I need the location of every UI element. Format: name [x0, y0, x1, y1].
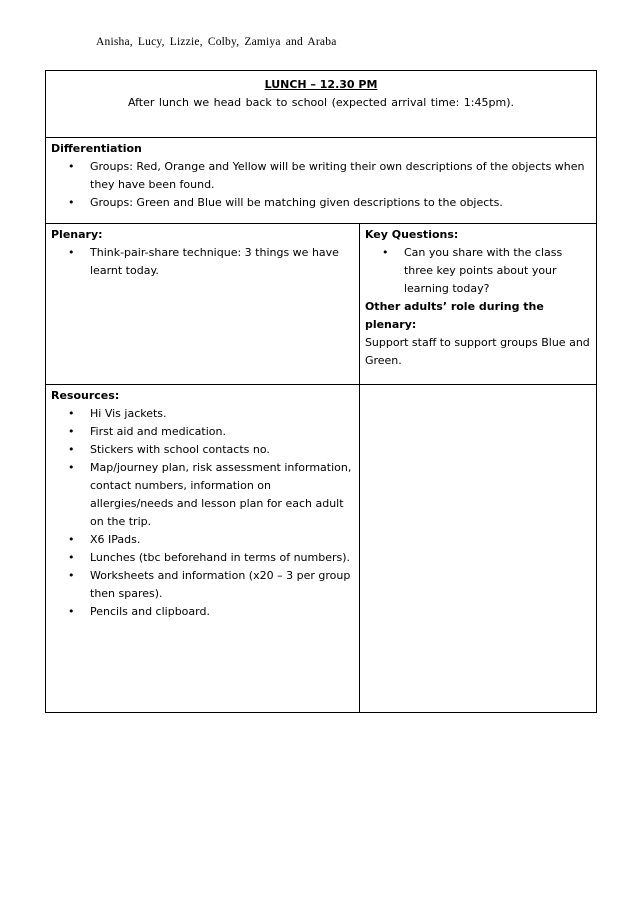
differentiation-heading: Differentiation — [51, 142, 142, 155]
list-item: • Lunches (tbc beforehand in terms of numbers). — [51, 549, 354, 567]
differentiation-row — [46, 138, 597, 224]
differentiation-cell — [46, 138, 597, 224]
plenary-cell — [46, 224, 360, 385]
lunch-cell — [46, 71, 597, 138]
list-item: • Can you share with the class three key points about your learning today? — [365, 244, 591, 298]
plenary-list — [51, 244, 354, 280]
list-item: • Groups: Red, Orange and Yellow will be writing their own descriptions of the objects when they have been found. — [51, 158, 591, 194]
plenary-heading: Plenary: — [51, 228, 103, 241]
lesson-plan-table — [45, 70, 597, 713]
author-names: Anisha, Lucy, Lizzie, Colby, Zamiya and Araba — [96, 36, 337, 48]
list-item: • Groups: Green and Blue will be matching given descriptions to the objects. — [51, 194, 591, 212]
differentiation-list — [51, 158, 591, 212]
lunch-subtitle: After lunch we head back to school (expected arrival time: 1:45pm). — [127, 96, 514, 109]
list-item: • First aid and medication. — [51, 423, 354, 441]
empty-cell — [359, 385, 596, 713]
resources-row — [46, 385, 597, 713]
plenary-row — [46, 224, 597, 385]
list-item: • Worksheets and information (x20 – 3 per group then spares). — [51, 567, 354, 603]
key-questions-cell — [359, 224, 596, 385]
list-item: • Pencils and clipboard. — [51, 603, 354, 621]
lunch-title: LUNCH – 12.30 PM — [264, 78, 378, 91]
resources-list — [51, 405, 354, 621]
other-adults-heading: Other adults’ role during the plenary: — [364, 300, 544, 331]
key-questions-heading: Key Questions: — [364, 228, 459, 241]
list-item: • Stickers with school contacts no. — [51, 441, 354, 459]
resources-heading: Resources: — [51, 389, 120, 402]
lunch-row — [46, 71, 597, 138]
list-item: • Think-pair-share technique: 3 things we have learnt today. — [51, 244, 354, 280]
list-item: • Hi Vis jackets. — [51, 405, 354, 423]
list-item: • Map/journey plan, risk assessment information, contact numbers, information on allergies/needs and lesson plan for each adult on the trip. — [51, 459, 354, 531]
list-item: • X6 IPads. — [51, 531, 354, 549]
other-adults-text: Support staff to support groups Blue and Green. — [364, 336, 590, 367]
key-questions-list — [365, 244, 591, 298]
resources-cell — [46, 385, 360, 713]
